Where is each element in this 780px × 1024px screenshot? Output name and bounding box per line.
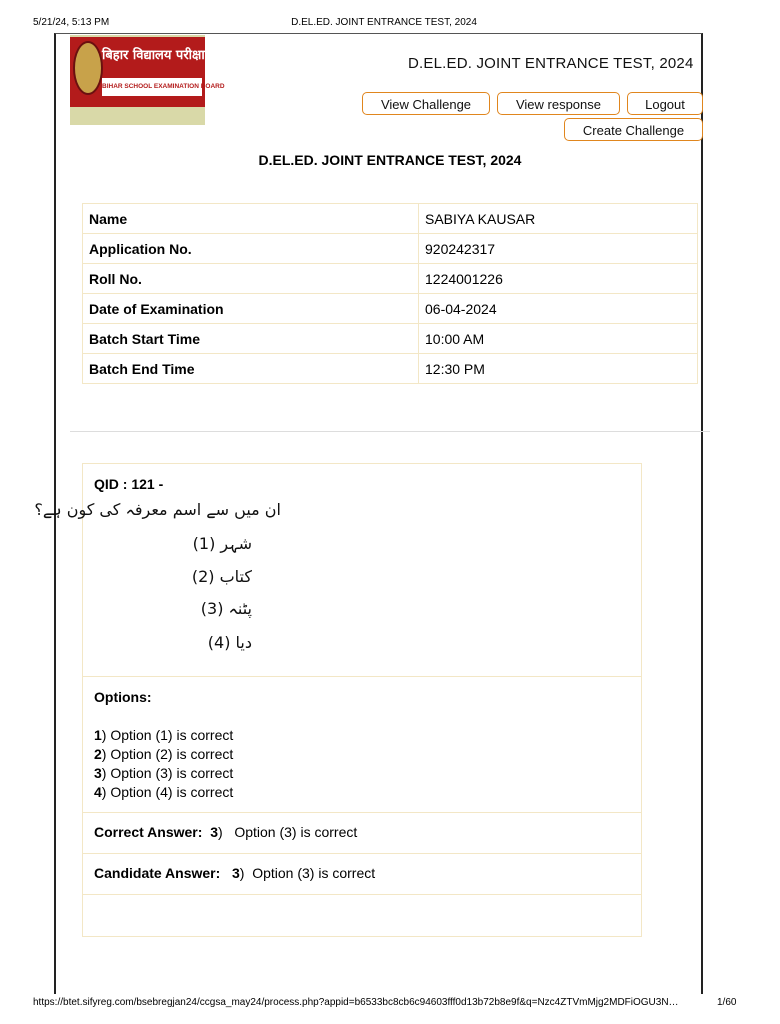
options-section <box>83 677 641 813</box>
view-challenge-button[interactable]: View Challenge <box>362 92 490 115</box>
print-title: D.EL.ED. JOINT ENTRANCE TEST, 2024 <box>291 17 477 28</box>
site-title: D.EL.ED. JOINT ENTRANCE TEST, 2024 <box>408 55 694 72</box>
print-page-number: 1/60 <box>717 997 737 1008</box>
info-label: Roll No. <box>83 264 419 294</box>
info-value: 10:00 AM <box>419 324 698 354</box>
info-value: 06-04-2024 <box>419 294 698 324</box>
urdu-question-text: ان میں سے اسم معرفہ کی کون ہے؟ <box>34 500 281 519</box>
correct-answer-text: ) Option (3) is correct <box>217 824 358 840</box>
question-section <box>34 464 641 677</box>
emblem-icon <box>73 41 103 95</box>
view-response-button[interactable]: View response <box>497 92 620 115</box>
options-title: Options: <box>94 689 152 705</box>
table-row <box>83 354 698 384</box>
table-row <box>83 264 698 294</box>
question-id: QID : 121 - <box>94 476 164 492</box>
info-value: 1224001226 <box>419 264 698 294</box>
candidate-answer <box>94 865 375 881</box>
print-header <box>0 17 768 29</box>
info-label: Batch Start Time <box>83 324 419 354</box>
table-row <box>83 204 698 234</box>
option-text: ) Option (4) is correct <box>101 784 234 800</box>
table-row <box>83 234 698 264</box>
correct-answer-label: Correct Answer: <box>94 824 203 840</box>
candidate-answer-text: ) Option (3) is correct <box>239 865 376 881</box>
urdu-choice: پٹنہ (3) <box>200 599 252 618</box>
option-item <box>94 784 233 800</box>
question-card <box>34 463 642 937</box>
candidate-info-table <box>82 203 698 384</box>
bseb-logo <box>70 35 240 125</box>
logout-button[interactable]: Logout <box>627 92 703 115</box>
candidate-answer-section <box>83 854 641 895</box>
logo-hindi-text: बिहार विद्यालय परीक्षा समिति <box>102 48 240 63</box>
option-item <box>94 746 233 762</box>
correct-answer-number: 3 <box>210 824 218 840</box>
urdu-choice: شہر (1) <box>192 534 252 553</box>
info-label: Name <box>83 204 419 234</box>
urdu-choice: دیا (4) <box>207 633 252 652</box>
table-row <box>83 294 698 324</box>
print-url: https://btet.sifyreg.com/bsebregjan24/ccgsa_may24/process.php?appid=b6533bc8cb6c94603fff0d13b72b8e9f&q=Nzc4ZTVmMjg2MDFiOGU3N… <box>33 997 679 1008</box>
table-row <box>83 324 698 354</box>
candidate-answer-number: 3 <box>231 865 240 881</box>
print-datetime: 5/21/24, 5:13 PM <box>33 17 110 28</box>
option-number: 1 <box>94 727 102 743</box>
info-label: Application No. <box>83 234 419 264</box>
correct-answer-section <box>83 813 641 854</box>
create-challenge-button[interactable]: Create Challenge <box>564 118 703 141</box>
option-number: 4 <box>94 784 102 800</box>
correct-answer <box>94 824 357 840</box>
info-label: Batch End Time <box>83 354 419 384</box>
urdu-choice: کتاب (2) <box>191 567 252 586</box>
page-heading: D.EL.ED. JOINT ENTRANCE TEST, 2024 <box>258 152 522 168</box>
section-divider <box>70 431 710 432</box>
candidate-answer-label: Candidate Answer: <box>94 865 221 881</box>
option-item <box>94 727 233 743</box>
option-text: ) Option (1) is correct <box>101 727 234 743</box>
option-text: ) Option (3) is correct <box>101 765 234 781</box>
info-label: Date of Examination <box>83 294 419 324</box>
option-number: 2 <box>94 746 102 762</box>
logo-english-text: BIHAR SCHOOL EXAMINATION BOARD <box>102 78 202 96</box>
option-text: ) Option (2) is correct <box>101 746 234 762</box>
info-value: 12:30 PM <box>419 354 698 384</box>
info-value: SABIYA KAUSAR <box>419 204 698 234</box>
info-value: 920242317 <box>419 234 698 264</box>
option-number: 3 <box>94 765 102 781</box>
option-item <box>94 765 233 781</box>
